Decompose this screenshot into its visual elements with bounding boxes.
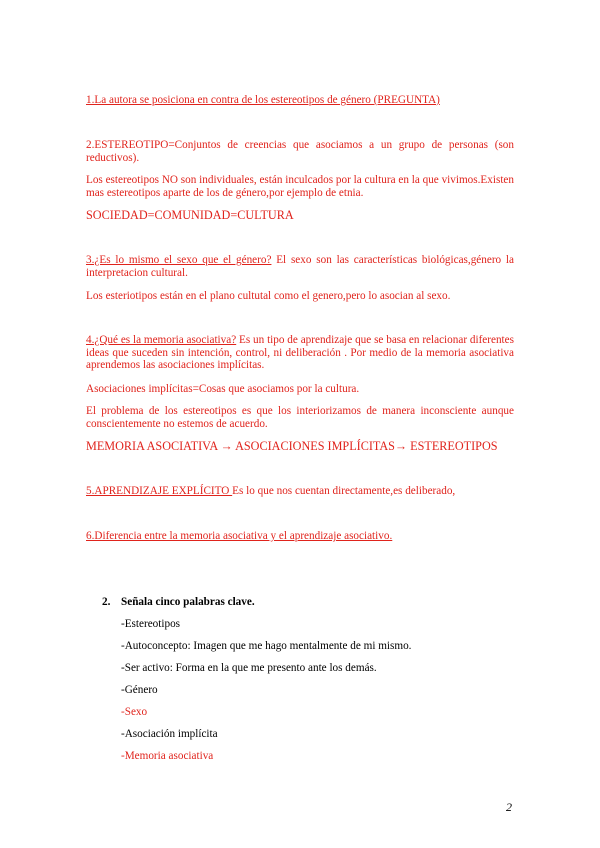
- keyword-item: -Autoconcepto: Imagen que me hago mentalmente de mi mismo.: [121, 640, 412, 652]
- question-3-answer: El sexo son las características biológicas,género la interpretacion cultural.: [86, 254, 515, 279]
- question-3-title: 3.¿Es lo mismo el sexo que el género?: [86, 254, 272, 266]
- section-number: 2.: [102, 596, 111, 608]
- question-4-paragraph-1: Asociaciones implícitas=Cosas que asociamos por la cultura.: [86, 383, 360, 395]
- question-3: [86, 254, 514, 279]
- keyword-item: -Estereotipos: [121, 618, 181, 630]
- keyword-item: -Sexo: [121, 706, 148, 718]
- section-heading: Señala cinco palabras clave.: [121, 596, 255, 608]
- question-5-answer: Es lo que nos cuentan directamente,es deliberado,: [232, 485, 456, 497]
- question-5: [86, 485, 514, 498]
- keyword-item: -Ser activo: Forma en la que me presento ante los demás.: [121, 662, 377, 674]
- question-3-paragraph-1: Los esteriotipos están en el plano cultutal como el genero,pero lo asocian al sexo.: [86, 290, 451, 302]
- question-2-paragraph-2: SOCIEDAD=COMUNIDAD=CULTURA: [86, 208, 294, 222]
- question-4-paragraph-2: El problema de los estereotipos es que los interiorizamos de manera inconsciente aunque conscientemente no estemos de acuerdo.: [86, 405, 514, 430]
- question-5-title: 5.APRENDIZAJE EXPLÍCITO: [86, 485, 233, 497]
- question-1: 1.La autora se posiciona en contra de los estereotipos de género (PREGUNTA): [86, 94, 440, 106]
- keyword-item: -Memoria asociativa: [121, 750, 214, 762]
- question-2-paragraph-1: Los estereotipos NO son individuales, están inculcados por la cultura en la que vivimos.Existen mas estereotipos aparte de los de género,por ejemplo de etnia.: [86, 174, 514, 199]
- page-number: 2: [506, 800, 512, 814]
- question-4-paragraph-3: MEMORIA ASOCIATIVA → ASOCIACIONES IMPLÍCITAS→ ESTEREOTIPOS: [86, 439, 498, 453]
- question-4-answer: Es un tipo de aprendizaje que se basa en relacionar diferentes ideas que suceden sin intención, control, ni deliberación . Por medio de la memoria asociativa aprendemos las asociaciones implícitas.: [86, 334, 514, 372]
- question-2: 2.ESTEREOTIPO=Conjuntos de creencias que asociamos a un grupo de personas (son reductivos).: [86, 139, 514, 164]
- question-4: [86, 334, 514, 372]
- keyword-item: -Género: [121, 684, 158, 696]
- question-6: 6.Diferencia entre la memoria asociativa y el aprendizaje asociativo.: [86, 530, 393, 542]
- keyword-item: -Asociación implícita: [121, 728, 218, 740]
- question-4-title: 4.¿Qué es la memoria asociativa?: [86, 334, 237, 346]
